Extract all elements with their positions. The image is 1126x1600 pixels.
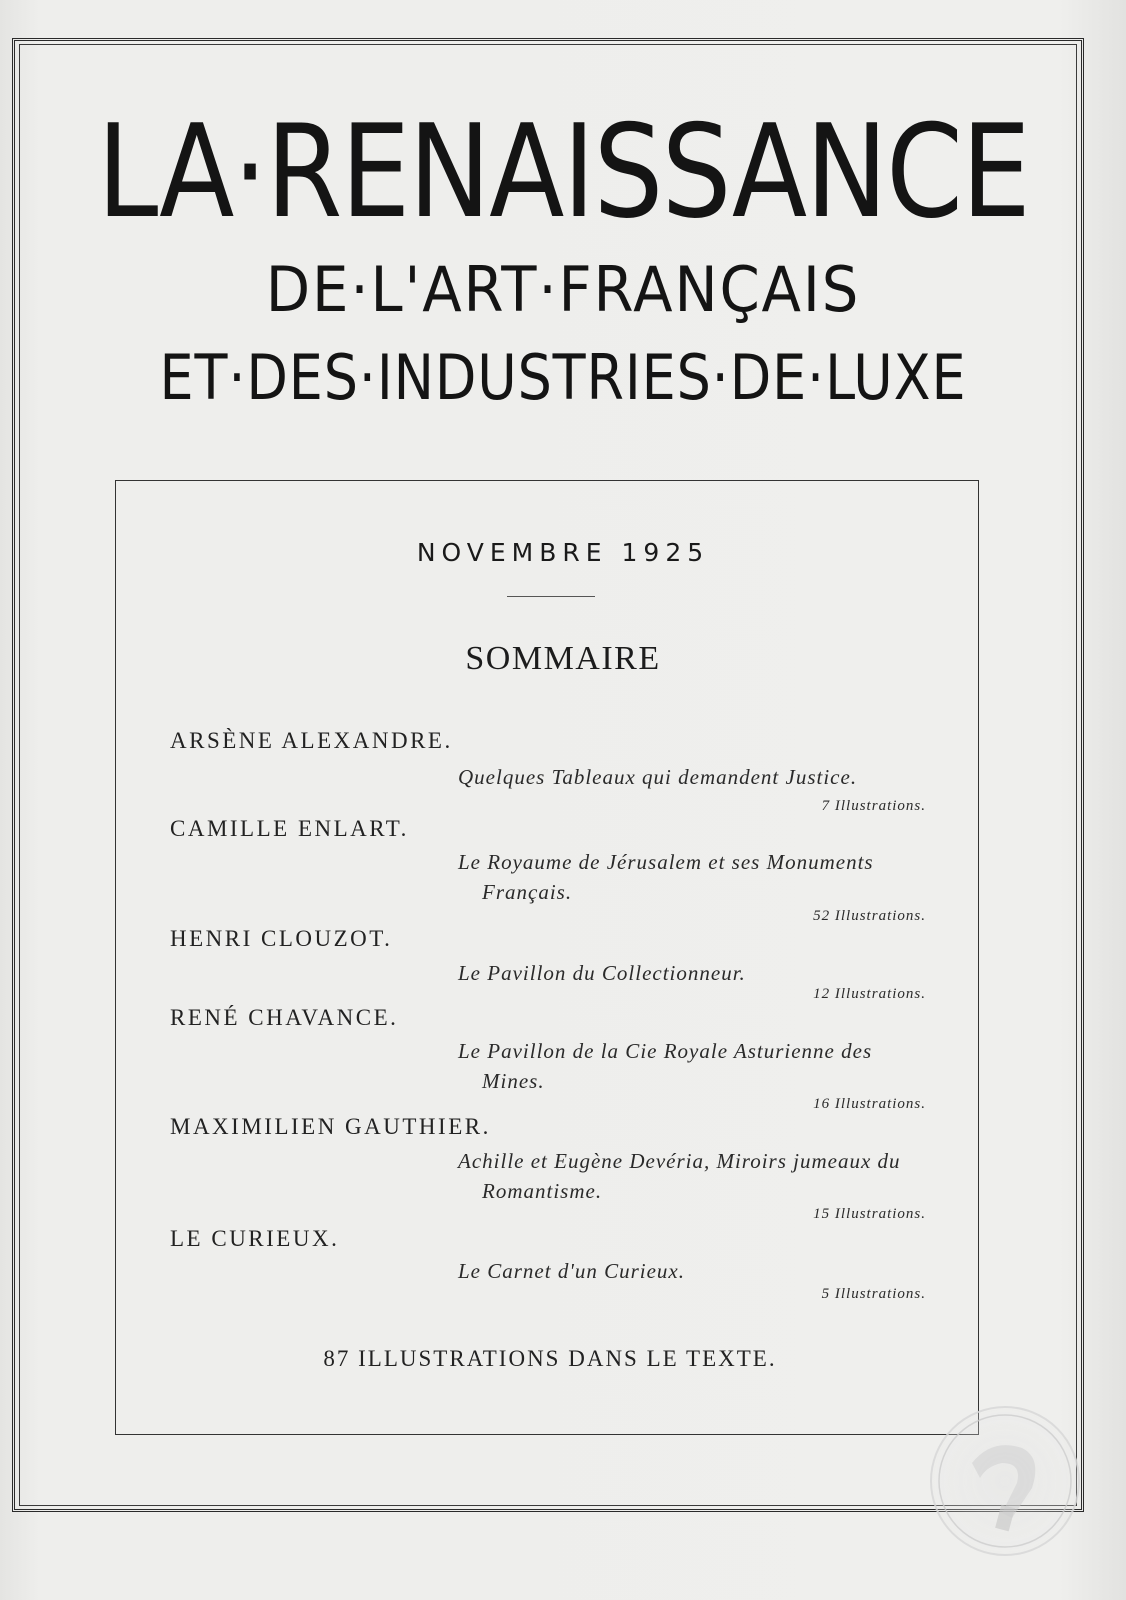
masthead-subtitle-line2: ET·DES·INDUSTRIES·DE·LUXE (159, 341, 967, 414)
entry-title (458, 762, 928, 792)
entry-title-line: Le Royaume de Jérusalem et ses Monuments (458, 850, 874, 874)
entry-title-line: Le Pavillon de la Cie Royale Asturienne des (458, 1039, 873, 1063)
entry-title-line: Quelques Tableaux qui demandent Justice. (458, 765, 858, 789)
entry-title-continuation: Français. (482, 880, 573, 904)
entry-title-continuation: Romantisme. (482, 1179, 603, 1203)
entry-author: ARSÈNE ALEXANDRE. (170, 728, 453, 753)
entry-title (458, 847, 928, 907)
divider-rule (507, 596, 595, 597)
illustrations-total: 87 ILLUSTRATIONS DANS LE TEXTE. (323, 1346, 777, 1371)
entry-illustrations: 12 Illustrations. (813, 986, 926, 1002)
contents-heading: SOMMAIRE (465, 640, 661, 677)
entry-author: LE CURIEUX. (170, 1226, 340, 1251)
entry-title-line: Achille et Eugène Devéria, Miroirs jumeaux du (458, 1149, 901, 1173)
entry-illustrations: 5 Illustrations. (821, 1286, 926, 1302)
entry-author: RENÉ CHAVANCE. (170, 1005, 399, 1030)
entry-title (458, 1036, 928, 1096)
masthead-subtitle-line1: DE·L'ART·FRANÇAIS (265, 253, 861, 326)
entry-author: CAMILLE ENLART. (170, 816, 409, 841)
entry-illustrations: 15 Illustrations. (813, 1206, 926, 1222)
entry-title (458, 1256, 928, 1286)
entry-author: MAXIMILIEN GAUTHIER. (170, 1114, 491, 1139)
masthead-title: LA·RENAISSANCE (96, 98, 1030, 247)
entry-title-continuation: Mines. (482, 1069, 545, 1093)
entry-title (458, 1146, 928, 1206)
entry-title-line: Le Pavillon du Collectionneur. (458, 961, 746, 985)
issue-date: NOVEMBRE 1925 (416, 538, 710, 567)
entry-title (458, 958, 928, 988)
entry-illustrations: 16 Illustrations. (813, 1096, 926, 1112)
entry-title-line: Le Carnet d'un Curieux. (458, 1259, 685, 1283)
entry-illustrations: 52 Illustrations. (813, 908, 926, 924)
stamp-graphic (932, 1408, 1078, 1554)
entry-illustrations: 7 Illustrations. (821, 798, 926, 814)
entry-author: HENRI CLOUZOT. (170, 926, 393, 951)
library-stamp-icon (930, 1406, 1080, 1556)
